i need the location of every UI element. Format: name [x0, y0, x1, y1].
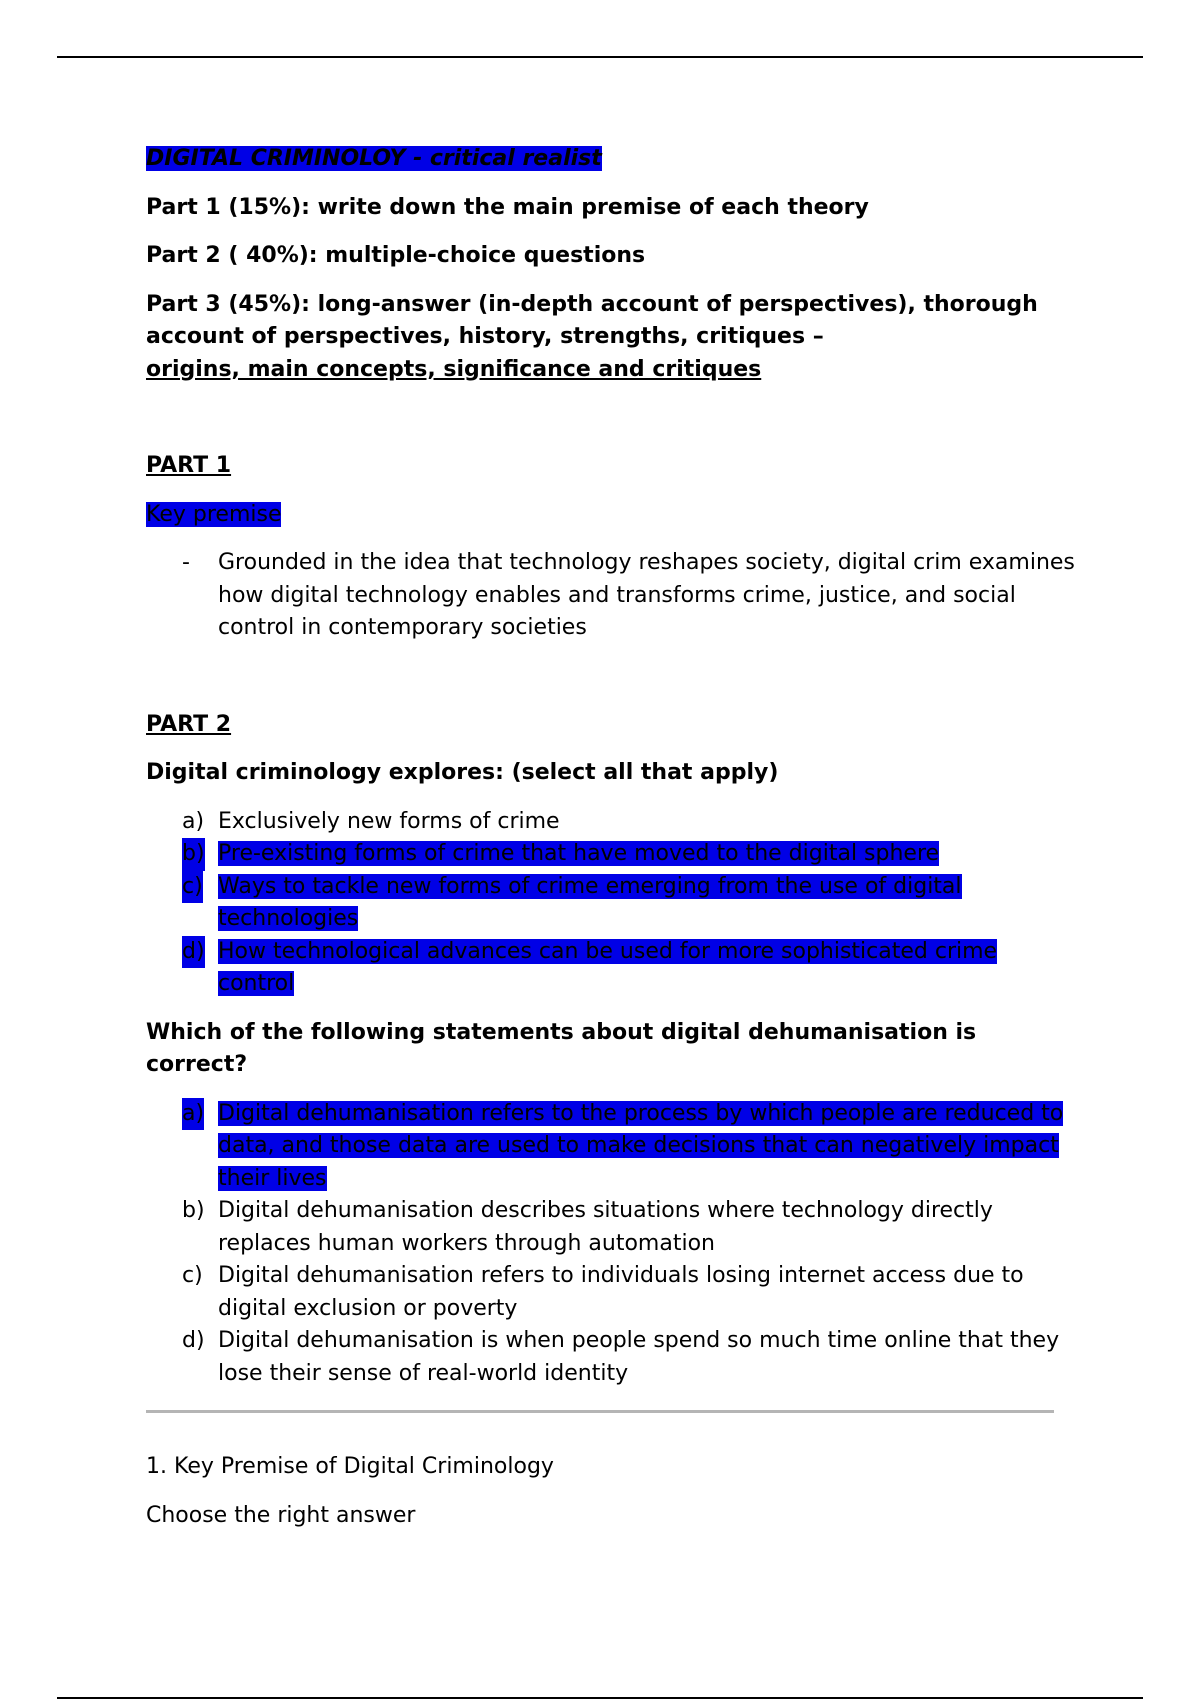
- section-divider: [146, 1410, 1054, 1413]
- question-2-option-d: [146, 1325, 1076, 1390]
- footer-section-title: 1. Key Premise of Digital Criminology: [146, 1454, 554, 1479]
- key-premise-label-text: Key premise: [146, 501, 282, 527]
- question-2-option-c: [146, 1260, 1076, 1325]
- intro-part3-line2: origins, main concepts, significance and critiques: [146, 356, 762, 382]
- option-marker: c): [182, 871, 203, 904]
- part2-heading: PART 2: [146, 711, 232, 737]
- option-text: Ways to tackle new forms of crime emerging from the use of digital technologies: [218, 873, 962, 931]
- part1-heading: PART 1: [146, 453, 232, 478]
- option-text: Pre-existing forms of crime that have moved to the digital sphere: [218, 841, 940, 866]
- document-title: [146, 143, 1076, 176]
- option-marker: a): [182, 1098, 204, 1131]
- page-top-rule: [57, 56, 1143, 58]
- option-text: Digital dehumanisation refers to individuals losing internet access due to digital exclusion or poverty: [218, 1263, 1024, 1321]
- page-bottom-rule: [57, 1697, 1143, 1699]
- question-1-option-c: [146, 871, 1076, 936]
- intro-part3-line1: Part 3 (45%): long-answer (in-depth account of perspectives), thorough account of perspectives, history, strengths, critiques –: [146, 291, 1038, 349]
- intro-part3: [146, 289, 1076, 387]
- bullet-dash: -: [182, 550, 190, 575]
- option-text: Exclusively new forms of crime: [218, 808, 560, 834]
- list-item: [146, 547, 1076, 645]
- question-1-options: [146, 806, 1076, 1001]
- option-marker: a): [182, 808, 205, 834]
- option-text: How technological advances can be used for more sophisticated crime control: [218, 938, 998, 996]
- question-1-option-b: [146, 838, 1076, 871]
- part1-bullet-list: [146, 547, 1076, 645]
- key-premise-label: [146, 499, 1076, 532]
- option-text: Digital dehumanisation refers to the process by which people are reduced to data, and those data are used to make decisions that can negatively impact their lives: [218, 1100, 1064, 1191]
- question-2-title: Which of the following statements about digital dehumanisation is correct?: [146, 1019, 977, 1077]
- option-marker: d): [182, 936, 205, 969]
- question-2-options: [146, 1098, 1076, 1391]
- option-text: Digital dehumanisation is when people spend so much time online that they lose their sense of real-world identity: [218, 1328, 1060, 1386]
- question-2-option-a: [146, 1098, 1076, 1196]
- intro-part2: Part 2 ( 40%): multiple-choice questions: [146, 243, 646, 268]
- footer-instruction: Choose the right answer: [146, 1502, 416, 1528]
- option-marker: b): [182, 838, 205, 871]
- option-marker: b): [182, 1198, 205, 1223]
- document-body: [146, 143, 1076, 1548]
- option-marker: c): [182, 1263, 203, 1288]
- document-title-text: DIGITAL CRIMINOLOY - critical realist: [146, 146, 602, 171]
- question-1-title: Digital criminology explores: (select all that apply): [146, 760, 779, 785]
- intro-part1: Part 1 (15%): write down the main premise of each theory: [146, 194, 869, 220]
- option-marker: d): [182, 1328, 205, 1353]
- question-2-option-b: [146, 1195, 1076, 1260]
- question-1-option-a: [146, 806, 1076, 839]
- question-1-option-d: [146, 936, 1076, 1001]
- option-text: Digital dehumanisation describes situations where technology directly replaces human workers through automation: [218, 1198, 993, 1256]
- bullet-text: Grounded in the idea that technology reshapes society, digital crim examines how digital technology enables and transforms crime, justice, and social control in contemporary societies: [218, 550, 1075, 640]
